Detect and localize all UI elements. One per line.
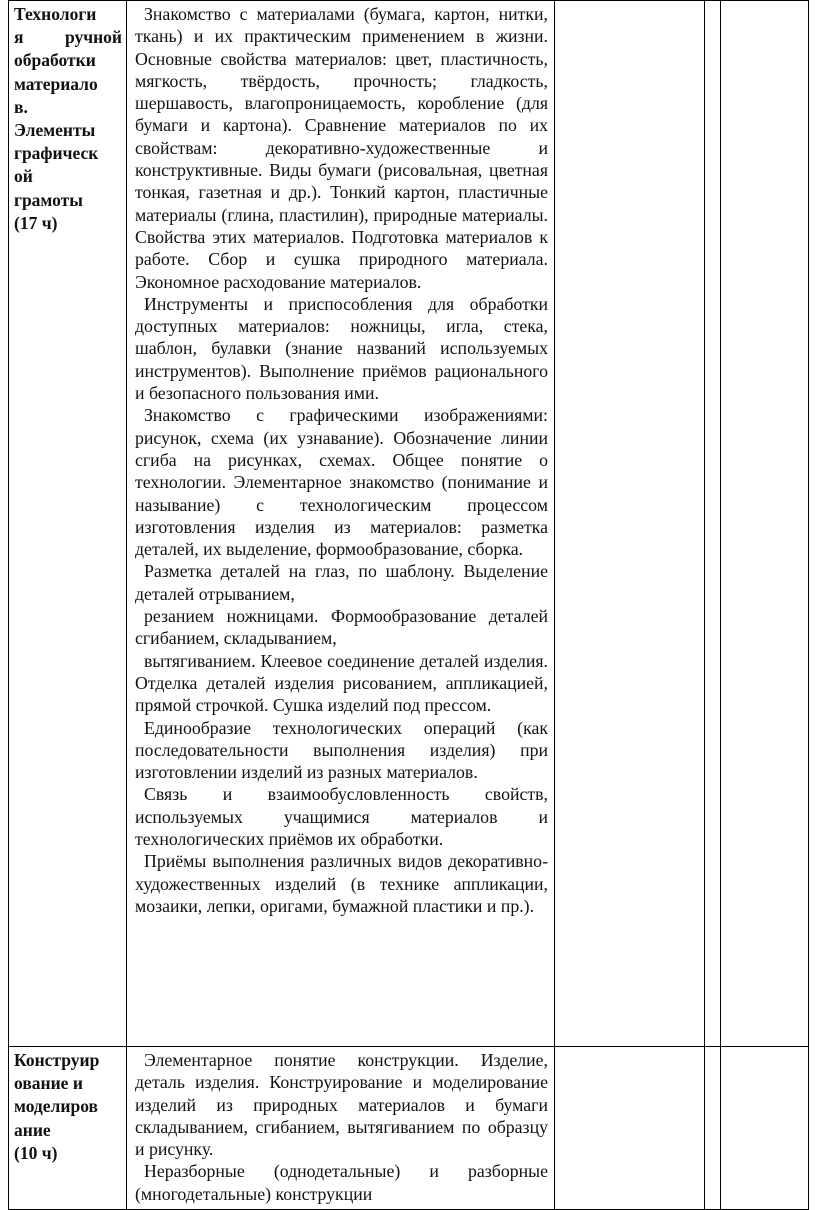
- content-paragraph: Неразборные (однодетальные) и разборные (многодетальные) конструкции: [135, 1161, 548, 1204]
- content-paragraph: Инструменты и приспособления для обработки доступных материалов: ножницы, игла, стека, шаблон, булавки (знание названий используемых инструментов). Выполнение приёмов рационального и безопасного пользования ими.: [135, 293, 548, 404]
- table-row: [9, 1, 809, 1047]
- content-paragraph: вытягиванием. Клеевое соединение деталей изделия. Отделка деталей изделия рисованием, аппликацией, прямой строчкой. Сушка изделий под прессом.: [135, 650, 548, 716]
- topic-line: Элементы: [14, 120, 96, 141]
- empty-cell: [721, 1047, 809, 1210]
- empty-cell: [705, 1, 721, 1047]
- topic-hours: (17 ч): [14, 212, 58, 233]
- content-paragraph: Знакомство с материалами (бумага, картон, нитки, ткань) и их практическим применением в жизни. Основные свойства материалов: цвет, пластичность, мягкость, твёрдость, прочность; гладкость, шершавость, влагопроницаемость, коробление (для бумаги и картона). Сравнение материалов по их свойствам: декоративно-художественные и конструктивные. Виды бумаги (рисовальная, цветная тонкая, газетная и др.). Тонкий картон, пластичные материалы (глина, пластилин), природные материалы. Свойства этих материалов. Подготовка материалов к работе. Сбор и сушка природного материала. Экономное расходование материалов.: [135, 4, 548, 292]
- empty-cell: [555, 1047, 705, 1210]
- content-paragraph: Знакомство с графическими изображениями: рисунок, схема (их узнавание). Обозначение линии сгиба на рисунках, схемах. Общее понятие о технологии. Элементарное знакомство (понимание и называние) с технологическим процессом изготовления изделия из материалов: разметка деталей, их выделение, формообразование, сборка.: [135, 405, 548, 560]
- empty-cell: [721, 1, 809, 1047]
- topic-line: ой: [14, 166, 33, 187]
- topic-title: [14, 1049, 122, 1165]
- content-paragraph: Приёмы выполнения различных видов декоративно-художественных изделий (в технике аппликации, мозаики, лепки, оригами, бумажной пластики и пр.).: [135, 851, 548, 916]
- topic-line: Конструир: [14, 1050, 100, 1070]
- curriculum-table: [8, 0, 809, 1210]
- content-paragraph: Разметка деталей на глаз, по шаблону. Выделение деталей отрыванием,: [135, 561, 548, 604]
- topic-hours: (10 ч): [14, 1142, 58, 1163]
- topic-title: [14, 3, 122, 235]
- topic-cell: [9, 1, 127, 1047]
- content-cell: [127, 1, 555, 1047]
- topic-cell: [9, 1047, 127, 1210]
- empty-cell: [705, 1047, 721, 1210]
- topic-line: в.: [14, 96, 28, 117]
- content-paragraph: Связь и взаимообусловленность свойств, используемых учащимися материалов и технологических приёмов их обработки.: [135, 784, 548, 849]
- topic-line: материало: [14, 73, 98, 94]
- topic-line: моделиров: [14, 1096, 98, 1117]
- topic-line: грамоты: [14, 189, 83, 210]
- table-row: [9, 1047, 809, 1210]
- topic-line: ование и: [14, 1073, 83, 1094]
- content-paragraph: Элементарное понятие конструкции. Изделие, деталь изделия. Конструирование и моделирование изделий из природных материалов и бумаги складыванием, сгибанием, вытягиванием по образцу и рисунку.: [135, 1050, 548, 1160]
- topic-line: обработки: [14, 50, 96, 71]
- empty-cell: [555, 1, 705, 1047]
- topic-line: графическ: [14, 143, 99, 164]
- topic-line: Технологи: [14, 4, 97, 24]
- topic-line: ание: [14, 1119, 51, 1140]
- content-paragraph: резанием ножницами. Формообразование деталей сгибанием, складыванием,: [135, 606, 548, 649]
- content-cell: [127, 1047, 555, 1210]
- topic-line: я ручной: [14, 27, 122, 48]
- content-paragraph: Единообразие технологических операций (как последовательности выполнения изделия) при изготовлении изделий из разных материалов.: [135, 717, 548, 783]
